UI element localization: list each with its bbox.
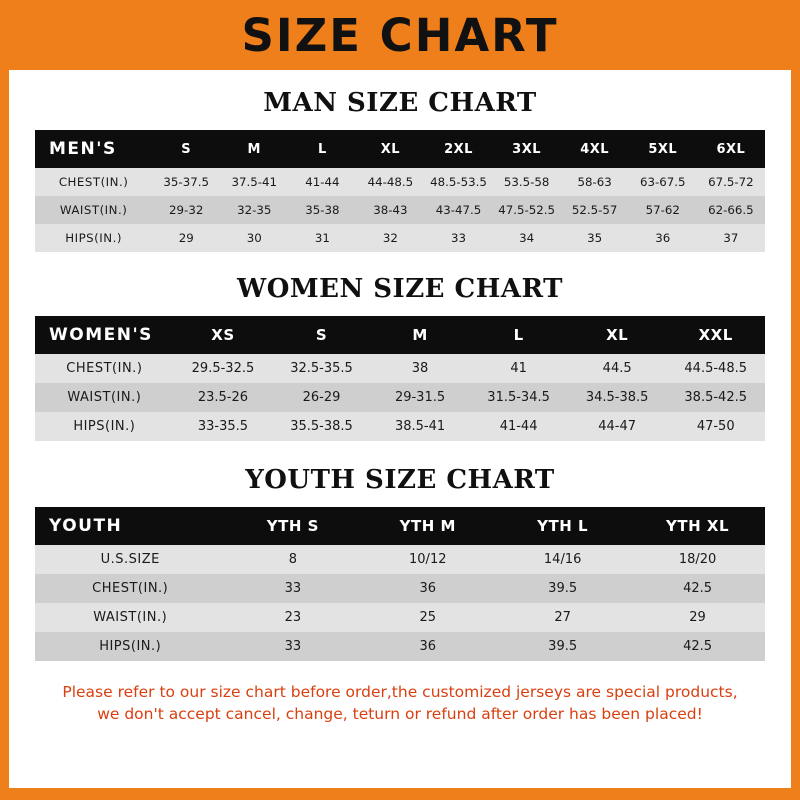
data-cell: 53.5-58 bbox=[503, 175, 550, 189]
data-cell: 47-50 bbox=[696, 419, 735, 434]
data-cell: 36 bbox=[419, 581, 437, 596]
data-cell: 29 bbox=[178, 231, 194, 245]
data-cell: 39.5 bbox=[548, 639, 578, 654]
header-cell: YTH XL bbox=[666, 517, 730, 535]
data-cell: 26-29 bbox=[302, 390, 341, 405]
data-cell: 67.5-72 bbox=[708, 175, 754, 189]
data-cell: 35-38 bbox=[305, 203, 340, 217]
table-row bbox=[35, 632, 765, 661]
data-cell: 10/12 bbox=[409, 552, 447, 567]
youth-section-title: YOUTH SIZE CHART bbox=[245, 465, 555, 495]
data-cell: 38-43 bbox=[373, 203, 408, 217]
data-cell: 29-32 bbox=[169, 203, 204, 217]
data-cell: 44-47 bbox=[598, 419, 637, 434]
data-cell: 33 bbox=[451, 231, 467, 245]
note-line-1: Please refer to our size chart before order,the customized jerseys are special products, bbox=[62, 683, 738, 701]
man-size-table bbox=[35, 130, 765, 252]
youth-size-table bbox=[35, 507, 765, 661]
data-cell: 8 bbox=[288, 552, 297, 567]
man-size-section bbox=[9, 88, 791, 252]
data-cell: 32-35 bbox=[237, 203, 272, 217]
data-cell: 48.5-53.5 bbox=[430, 175, 487, 189]
header-cell: L bbox=[513, 326, 524, 344]
youth-size-section bbox=[9, 465, 791, 661]
data-cell: 23.5-26 bbox=[197, 390, 249, 405]
header-cell: M bbox=[247, 141, 261, 157]
data-cell: 34.5-38.5 bbox=[585, 390, 649, 405]
data-cell: 31.5-34.5 bbox=[487, 390, 550, 405]
data-cell: 37.5-41 bbox=[231, 175, 278, 189]
data-cell: 25 bbox=[419, 610, 437, 625]
data-cell: 36 bbox=[655, 231, 671, 245]
data-cell: 27 bbox=[554, 610, 571, 625]
table-row bbox=[35, 574, 765, 603]
header-cell: WOMEN'S bbox=[49, 325, 153, 345]
data-cell: 37 bbox=[723, 231, 739, 245]
header-cell: XXL bbox=[698, 326, 733, 344]
table-row bbox=[35, 354, 765, 383]
data-cell: 33 bbox=[284, 639, 302, 654]
table-row bbox=[35, 545, 765, 574]
data-cell: 14/16 bbox=[543, 552, 582, 567]
data-cell: 31 bbox=[314, 231, 330, 245]
table-row bbox=[35, 224, 765, 252]
table-row bbox=[35, 603, 765, 632]
man-section-title: MAN SIZE CHART bbox=[263, 88, 537, 118]
row-label: CHEST(IN.) bbox=[58, 175, 129, 189]
header-cell: MEN'S bbox=[49, 139, 117, 159]
table-row bbox=[35, 412, 765, 441]
row-label: WAIST(IN.) bbox=[59, 203, 128, 217]
page-title: SIZE CHART bbox=[241, 8, 559, 62]
data-cell: 58-63 bbox=[577, 175, 612, 189]
data-cell: 38.5-42.5 bbox=[684, 390, 747, 405]
header-cell: 3XL bbox=[512, 141, 542, 157]
header-cell: YTH M bbox=[399, 517, 456, 535]
header-cell: YOUTH bbox=[49, 516, 123, 536]
data-cell: 29 bbox=[689, 610, 706, 625]
data-cell: 44-48.5 bbox=[367, 175, 414, 189]
data-cell: 29.5-32.5 bbox=[191, 361, 255, 376]
row-label: CHEST(IN.) bbox=[66, 361, 143, 376]
data-cell: 57-62 bbox=[645, 203, 680, 217]
header-cell: L bbox=[317, 141, 327, 157]
table-header-row bbox=[35, 316, 765, 354]
data-cell: 47.5-52.5 bbox=[498, 203, 555, 217]
data-cell: 43-47.5 bbox=[435, 203, 482, 217]
header-cell: S bbox=[181, 141, 192, 157]
row-label: U.S.SIZE bbox=[100, 552, 160, 567]
data-cell: 32.5-35.5 bbox=[290, 361, 353, 376]
data-cell: 44.5-48.5 bbox=[684, 361, 747, 376]
data-cell: 30 bbox=[246, 231, 262, 245]
data-cell: 32 bbox=[382, 231, 398, 245]
header-cell: M bbox=[412, 326, 428, 344]
header-cell: XS bbox=[211, 326, 235, 344]
bottom-accent-bar bbox=[9, 788, 791, 800]
data-cell: 34 bbox=[519, 231, 535, 245]
table-row bbox=[35, 196, 765, 224]
data-cell: 52.5-57 bbox=[571, 203, 618, 217]
row-label: WAIST(IN.) bbox=[67, 390, 142, 405]
row-label: WAIST(IN.) bbox=[93, 610, 168, 625]
women-size-table bbox=[35, 316, 765, 441]
header-cell: XL bbox=[606, 326, 629, 344]
row-label: HIPS(IN.) bbox=[99, 639, 162, 654]
data-cell: 36 bbox=[419, 639, 437, 654]
header-cell: 6XL bbox=[716, 141, 746, 157]
header-cell: 4XL bbox=[580, 141, 610, 157]
header-cell: 2XL bbox=[444, 141, 473, 157]
note-line-2: we don't accept cancel, change, teturn or refund after order has been placed! bbox=[97, 705, 703, 724]
data-cell: 18/20 bbox=[678, 552, 717, 567]
table-row bbox=[35, 383, 765, 412]
data-cell: 44.5 bbox=[602, 361, 632, 376]
data-cell: 41-44 bbox=[305, 175, 340, 189]
data-cell: 38.5-41 bbox=[394, 419, 446, 434]
data-cell: 33 bbox=[284, 581, 302, 596]
row-label: CHEST(IN.) bbox=[92, 581, 169, 596]
data-cell: 33-35.5 bbox=[197, 419, 249, 434]
data-cell: 42.5 bbox=[683, 581, 713, 596]
data-cell: 41 bbox=[510, 361, 527, 376]
women-section-title: WOMEN SIZE CHART bbox=[237, 274, 563, 304]
data-cell: 42.5 bbox=[683, 639, 713, 654]
row-label: HIPS(IN.) bbox=[65, 231, 122, 245]
women-size-section bbox=[9, 274, 791, 441]
data-cell: 35 bbox=[587, 231, 603, 245]
data-cell: 23 bbox=[284, 610, 302, 625]
header-banner bbox=[9, 0, 791, 70]
data-cell: 41-44 bbox=[499, 419, 538, 434]
data-cell: 39.5 bbox=[548, 581, 578, 596]
row-label: HIPS(IN.) bbox=[73, 419, 136, 434]
order-policy-note bbox=[31, 681, 769, 726]
table-header-row bbox=[35, 130, 765, 168]
data-cell: 35.5-38.5 bbox=[290, 419, 353, 434]
header-cell: XL bbox=[380, 141, 401, 157]
header-cell: YTH S bbox=[266, 517, 319, 535]
header-cell: 5XL bbox=[648, 141, 678, 157]
data-cell: 35-37.5 bbox=[163, 175, 209, 189]
table-row bbox=[35, 168, 765, 196]
header-cell: S bbox=[315, 326, 328, 344]
header-cell: YTH L bbox=[537, 517, 589, 535]
data-cell: 38 bbox=[411, 361, 429, 376]
data-cell: 62-66.5 bbox=[708, 203, 754, 217]
data-cell: 29-31.5 bbox=[394, 390, 446, 405]
table-header-row bbox=[35, 507, 765, 545]
data-cell: 63-67.5 bbox=[639, 175, 686, 189]
